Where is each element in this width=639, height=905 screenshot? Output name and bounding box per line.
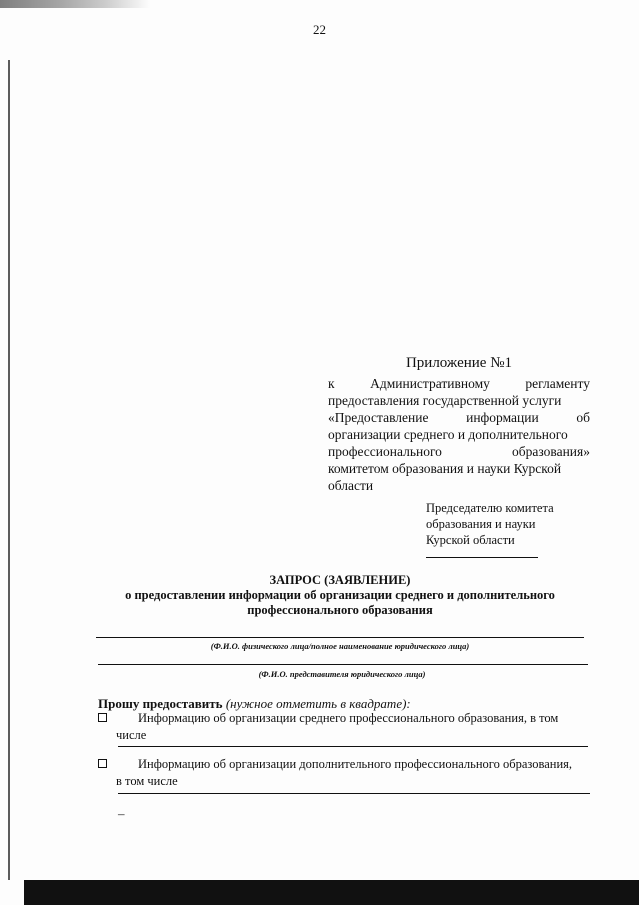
scan-artifact-bottom <box>24 880 639 905</box>
appendix-line-7: области <box>328 478 374 493</box>
scan-artifact-left <box>8 60 10 880</box>
addressee-line-1: Председателю комитета <box>426 501 554 515</box>
option-secondary-line-2: числе <box>116 728 147 742</box>
scan-artifact-top <box>0 0 150 8</box>
option-additional-line-2: в том числе <box>116 774 178 788</box>
appendix-line-3: «Предоставление информации об <box>328 410 590 425</box>
appendix-title: Приложение №1 <box>405 355 513 371</box>
option-secondary-line-1: Информацию об организации среднего профессионального образования, в том <box>138 711 559 725</box>
trailing-dash: – <box>118 806 125 821</box>
option-secondary-details-field[interactable] <box>118 737 588 747</box>
appendix-line-4: организации среднего и дополнительного <box>328 427 568 442</box>
addressee-line-2: образования и науки <box>426 517 536 531</box>
appendix-line-2: предоставления государственной услуги <box>328 393 562 408</box>
option-additional-checkbox[interactable] <box>98 759 107 768</box>
appendix-line-6: комитетом образования и науки Курской <box>328 461 562 476</box>
request-prompt-bold: Прошу предоставить <box>98 696 223 711</box>
request-prompt-italic: (нужное отметить в квадрате): <box>225 696 411 711</box>
page-number: 22 <box>313 22 326 37</box>
addressee-block <box>426 500 586 558</box>
request-title-line-3: профессионального образования <box>247 603 433 617</box>
appendix-line-1: к Административному регламенту <box>328 376 590 391</box>
applicant-name-caption: (Ф.И.О. физического лица/полное наименование юридического лица) <box>210 641 470 651</box>
addressee-signature-line <box>426 548 538 558</box>
option-additional-details-field[interactable] <box>118 784 590 794</box>
request-title-line-2: о предоставлении информации об организации среднего и дополнительного <box>125 588 555 602</box>
applicant-name-field[interactable] <box>96 628 584 638</box>
representative-name-field[interactable] <box>98 655 588 665</box>
appendix-line-5: профессионального образования» <box>328 444 590 459</box>
option-secondary-checkbox[interactable] <box>98 713 107 722</box>
request-title-line-1: ЗАПРОС (ЗАЯВЛЕНИЕ) <box>269 573 411 587</box>
appendix-block <box>328 355 590 494</box>
representative-name-caption: (Ф.И.О. представителя юридического лица) <box>258 669 426 679</box>
option-additional-line-1: Информацию об организации дополнительного профессионального образования, <box>138 757 573 771</box>
addressee-line-3: Курской области <box>426 533 515 547</box>
